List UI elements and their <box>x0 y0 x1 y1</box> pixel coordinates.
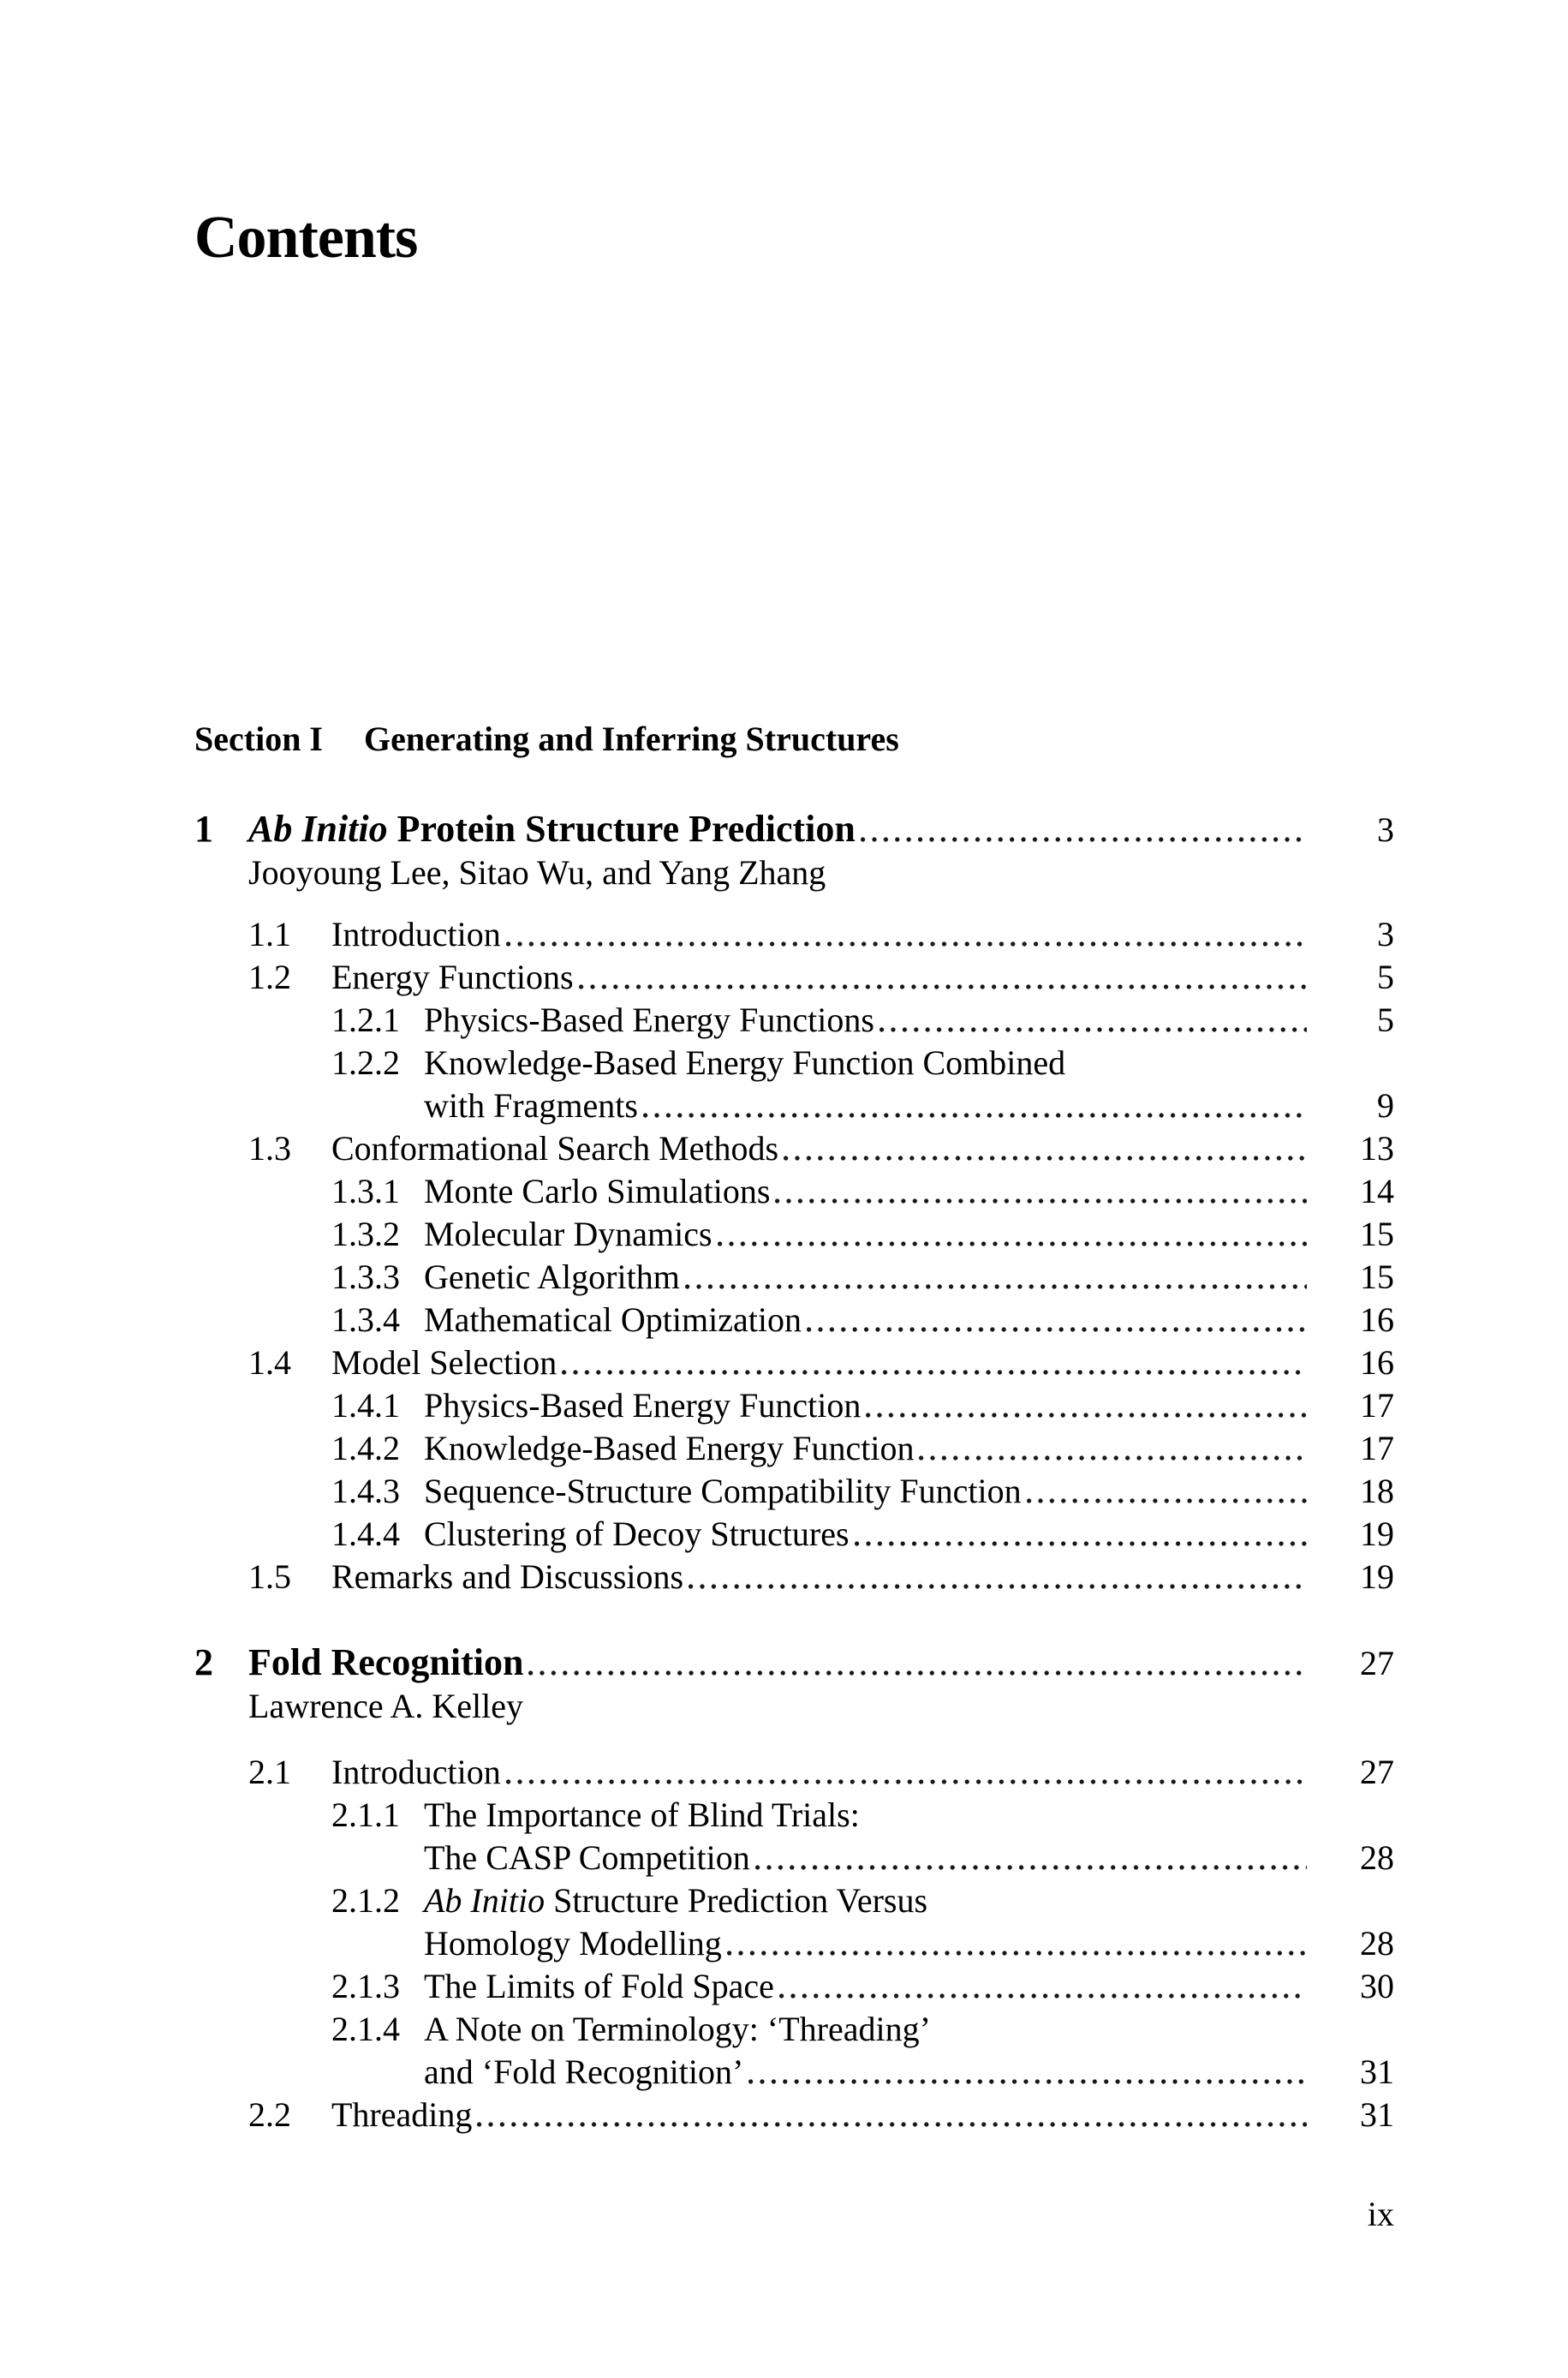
chapter-title-part: Protein Structure Prediction <box>387 808 856 850</box>
dot-leader <box>528 1641 1307 1685</box>
chapter-authors: Jooyoung Lee, Sitao Wu, and Yang Zhang <box>248 853 826 892</box>
entry-title-part: Mathematical Optimization <box>424 1300 802 1339</box>
entry-title-part: The Limits of Fold Space <box>424 1967 774 2005</box>
entry-title <box>331 1556 683 1598</box>
section-title: Generating and Inferring Structures <box>364 720 899 758</box>
toc-entry <box>248 1751 1394 1794</box>
dot-leader <box>779 1965 1307 2008</box>
entry-page-number: 30 <box>1360 1967 1394 2005</box>
entry-title <box>424 1965 774 2008</box>
entry-title-part: Introduction <box>331 1753 501 1791</box>
dot-leader <box>727 1922 1307 1965</box>
toc-entry <box>248 1213 1394 1256</box>
entry-page-number: 16 <box>1360 1343 1394 1382</box>
entry-number: 1.1 <box>248 915 291 953</box>
entry-title-part: The Importance of Blind Trials: <box>424 1795 860 1834</box>
entry-page-number: 15 <box>1360 1215 1394 1253</box>
page-number: ix <box>1367 2195 1394 2233</box>
dot-leader <box>685 1256 1307 1299</box>
entry-title-part: Sequence-Structure Compatibility Function <box>424 1472 1022 1510</box>
entry-page-number: 5 <box>1377 1001 1394 1039</box>
toc-entry <box>248 1427 1394 1470</box>
entry-title-part: Structure Prediction Versus <box>545 1881 928 1920</box>
entry-page-number: 31 <box>1360 2095 1394 2134</box>
entry-title <box>424 1213 712 1256</box>
entry-number: 1.3.3 <box>331 1258 400 1296</box>
dot-leader <box>855 1513 1307 1556</box>
dot-leader <box>689 1556 1307 1598</box>
entry-number: 1.5 <box>248 1557 291 1596</box>
toc-entry <box>248 1299 1394 1341</box>
entry-number: 1.4.4 <box>331 1515 400 1553</box>
entry-title-part: with Fragments <box>424 1086 638 1125</box>
dot-leader <box>643 1084 1307 1127</box>
chapter-entries <box>248 1751 1394 2136</box>
entry-title <box>424 1470 1022 1513</box>
entry-page-number: 19 <box>1360 1557 1394 1596</box>
entry-page-number: 28 <box>1360 1924 1394 1963</box>
entry-number: 2.2 <box>248 2095 291 2134</box>
entry-title <box>331 913 501 956</box>
chapter-title-row <box>194 808 1394 851</box>
entry-title <box>424 1837 750 1879</box>
dot-leader <box>755 1837 1307 1879</box>
entry-title <box>424 1794 860 1837</box>
chapter-title-part: Ab Initio <box>248 808 388 850</box>
entry-title-part: Introduction <box>331 915 501 953</box>
chapter-entries <box>248 913 1394 1598</box>
section-header <box>194 718 1394 761</box>
entry-number: 1.4.2 <box>331 1429 400 1467</box>
entry-title <box>424 1299 802 1341</box>
entry-page-number: 13 <box>1360 1129 1394 1168</box>
entry-title-part: Molecular Dynamics <box>424 1215 712 1253</box>
dot-leader <box>477 2094 1307 2136</box>
entry-title-part: Clustering of Decoy Structures <box>424 1515 850 1553</box>
dot-leader <box>775 1170 1307 1213</box>
entry-number: 1.3.1 <box>331 1172 400 1210</box>
entry-title-part: and ‘Fold Recognition’ <box>424 2052 744 2091</box>
entry-title-part: Energy Functions <box>331 958 574 996</box>
entry-title <box>424 1084 638 1127</box>
toc-entry <box>248 1127 1394 1170</box>
entry-title <box>424 2051 743 2094</box>
chapter-block <box>194 1641 1394 2136</box>
entry-page-number: 15 <box>1360 1258 1394 1296</box>
entry-page-number: 28 <box>1360 1838 1394 1877</box>
entry-title <box>331 956 574 999</box>
entry-number: 1.4.1 <box>331 1386 400 1425</box>
toc-entry <box>248 2094 1394 2136</box>
toc-entry <box>248 1084 1394 1127</box>
entry-number: 1.4 <box>248 1343 291 1382</box>
entry-title-part: Physics-Based Energy Functions <box>424 1001 874 1039</box>
toc-entry <box>248 1042 1394 1084</box>
entry-title-part: Monte Carlo Simulations <box>424 1172 771 1210</box>
entry-title <box>424 1042 1065 1084</box>
entry-title <box>424 1922 722 1965</box>
toc-entry <box>248 1965 1394 2008</box>
toc-entry <box>248 1837 1394 1879</box>
toc-entry <box>248 1556 1394 1598</box>
dot-leader <box>879 999 1307 1042</box>
entry-title <box>424 2008 931 2051</box>
entry-title-part: Ab Initio <box>424 1881 546 1920</box>
entry-number: 1.2.2 <box>331 1043 400 1082</box>
entry-title <box>331 2094 472 2136</box>
dot-leader <box>579 956 1307 999</box>
entry-title-part: Conformational Search Methods <box>331 1129 779 1168</box>
toc-entry <box>248 1256 1394 1299</box>
entry-page-number: 17 <box>1360 1429 1394 1467</box>
toc-chapters <box>194 808 1394 2136</box>
entry-page-number: 31 <box>1360 2052 1394 2091</box>
entry-page-number: 16 <box>1360 1300 1394 1339</box>
entry-title <box>424 1513 850 1556</box>
dot-leader <box>506 913 1307 956</box>
entry-title-part: Remarks and Discussions <box>331 1557 684 1596</box>
entry-number: 1.3 <box>248 1129 291 1168</box>
dot-leader <box>748 2051 1307 2094</box>
toc-entry <box>248 2008 1394 2051</box>
entry-number: 1.3.4 <box>331 1300 400 1339</box>
toc-entry <box>248 999 1394 1042</box>
chapter-title-row <box>194 1641 1394 1685</box>
entry-number: 1.2.1 <box>331 1001 400 1039</box>
toc-entry <box>248 1470 1394 1513</box>
dot-leader <box>919 1427 1307 1470</box>
chapter-title <box>248 808 856 851</box>
toc-entry <box>248 1879 1394 1922</box>
toc-entry <box>248 2051 1394 2094</box>
entry-number: 1.3.2 <box>331 1215 400 1253</box>
entry-number: 1.2 <box>248 958 291 996</box>
entry-title <box>424 999 874 1042</box>
entry-title-part: Genetic Algorithm <box>424 1258 680 1296</box>
dot-leader <box>718 1213 1307 1256</box>
toc-entry <box>248 1384 1394 1427</box>
entry-title <box>424 1879 927 1922</box>
chapter-page-number: 27 <box>1360 1644 1394 1682</box>
entry-number: 2.1.1 <box>331 1795 400 1834</box>
chapter-number: 2 <box>194 1641 213 1683</box>
entry-title-part: Threading <box>331 2095 473 2134</box>
section-label: Section I <box>194 720 323 758</box>
toc-entry <box>248 1922 1394 1965</box>
chapter-number: 1 <box>194 808 213 850</box>
dot-leader <box>562 1341 1307 1384</box>
dot-leader <box>866 1384 1307 1427</box>
toc-entry <box>248 913 1394 956</box>
entry-title-part: The CASP Competition <box>424 1838 750 1877</box>
entry-title-part: Homology Modelling <box>424 1924 722 1963</box>
entry-title <box>331 1751 501 1794</box>
entry-title <box>424 1427 914 1470</box>
entry-number: 2.1.3 <box>331 1967 400 2005</box>
entry-title-part: Physics-Based Energy Function <box>424 1386 862 1425</box>
entry-page-number: 18 <box>1360 1472 1394 1510</box>
chapter-block <box>194 808 1394 1598</box>
toc-entry <box>248 1341 1394 1384</box>
entry-title-part: Model Selection <box>331 1343 557 1382</box>
entry-page-number: 3 <box>1377 915 1394 953</box>
entry-title <box>424 1170 770 1213</box>
dot-leader <box>784 1127 1307 1170</box>
entry-page-number: 9 <box>1377 1086 1394 1125</box>
entry-title <box>424 1384 861 1427</box>
entry-page-number: 14 <box>1360 1172 1394 1210</box>
dot-leader <box>1027 1470 1307 1513</box>
entry-title <box>331 1127 778 1170</box>
dot-leader <box>861 808 1307 851</box>
entry-page-number: 5 <box>1377 958 1394 996</box>
entry-title-part: Knowledge-Based Energy Function Combined <box>424 1043 1066 1082</box>
entry-number: 1.4.3 <box>331 1472 400 1510</box>
entry-title-part: Knowledge-Based Energy Function <box>424 1429 915 1467</box>
chapter-title <box>248 1641 523 1684</box>
dot-leader <box>506 1751 1307 1794</box>
entry-number: 2.1.4 <box>331 2010 400 2048</box>
chapter-page-number: 3 <box>1377 810 1394 849</box>
dot-leader <box>807 1299 1307 1341</box>
entry-title <box>424 1256 680 1299</box>
toc-entry <box>248 1794 1394 1837</box>
toc-entry <box>248 956 1394 999</box>
entry-number: 2.1.2 <box>331 1881 400 1920</box>
page-title: Contents <box>194 205 418 271</box>
entry-title <box>331 1341 557 1384</box>
entry-title-part: A Note on Terminology: ‘Threading’ <box>424 2010 931 2048</box>
chapter-title-part: Fold Recognition <box>248 1641 524 1683</box>
entry-page-number: 19 <box>1360 1515 1394 1553</box>
entry-page-number: 17 <box>1360 1386 1394 1425</box>
entry-number: 2.1 <box>248 1753 291 1791</box>
chapter-authors: Lawrence A. Kelley <box>248 1687 523 1725</box>
entry-page-number: 27 <box>1360 1753 1394 1791</box>
toc-entry <box>248 1513 1394 1556</box>
toc-entry <box>248 1170 1394 1213</box>
